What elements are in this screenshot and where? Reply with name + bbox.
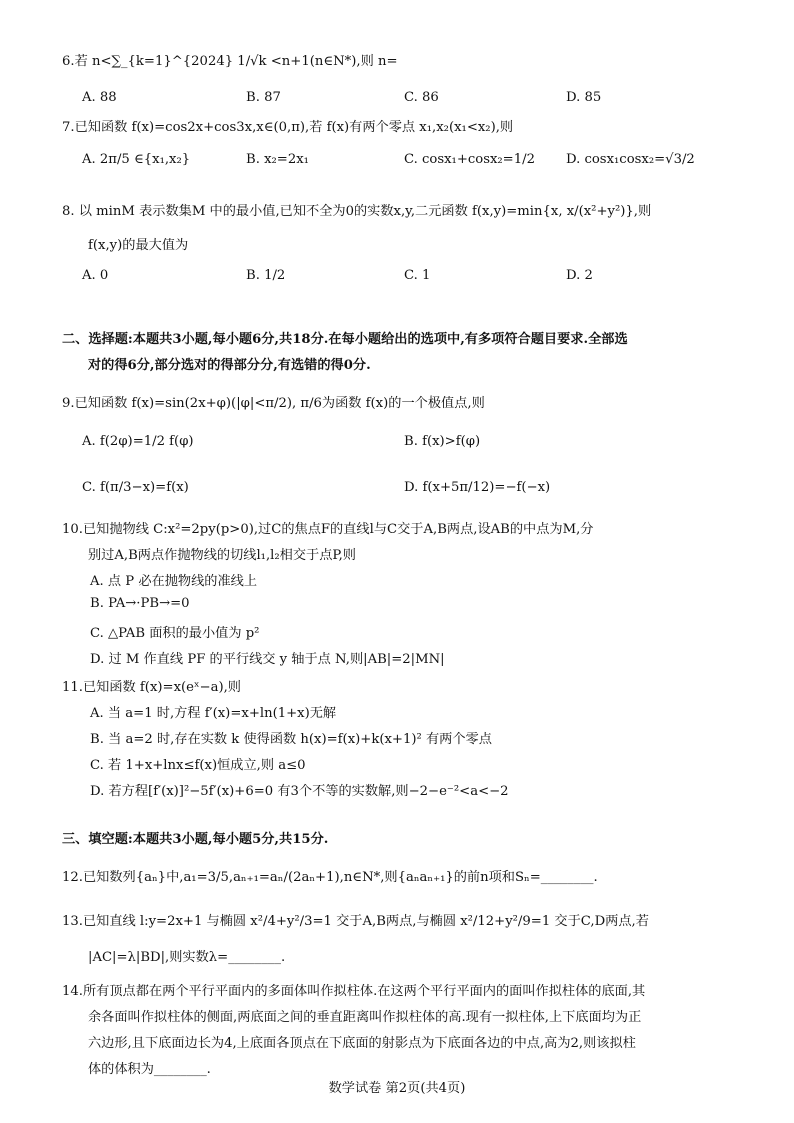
q7-option-a: A. 2π/5 ∈{x₁,x₂} — [82, 152, 191, 167]
q9-option-b: B. f(x)>f(φ) — [404, 434, 481, 449]
q13-stem-line2: |AC|=λ|BD|,则实数λ=________. — [88, 950, 286, 965]
q10-option-a: A. 点 P 必在抛物线的准线上 — [90, 574, 258, 589]
section3-heading: 三、填空题:本题共3小题,每小题5分,共15分. — [62, 832, 329, 847]
q6-option-c: C. 86 — [404, 90, 439, 105]
q11-option-b: B. 当 a=2 时,存在实数 k 使得函数 h(x)=f(x)+k(x+1)² 有两个零点 — [90, 732, 492, 747]
q14-line2: 余各面叫作拟柱体的侧面,两底面之间的垂直距离叫作拟柱体的高.现有一拟柱体,上下底面均为正 — [88, 1010, 642, 1025]
q10-stem-line2: 别过A,B两点作抛物线的切线l₁,l₂相交于点P,则 — [88, 548, 356, 563]
q13-stem-line1: 13.已知直线 l:y=2x+1 与椭圆 x²/4+y²/3=1 交于A,B两点,与椭圆 x²/12+y²/9=1 交于C,D两点,若 — [62, 914, 649, 929]
q7-option-d: D. cosx₁cosx₂=√3/2 — [566, 152, 695, 167]
q7-stem: 7.已知函数 f(x)=cos2x+cos3x,x∈(0,π),若 f(x)有两个零点 x₁,x₂(x₁<x₂),则 — [62, 120, 514, 135]
q6-option-a: A. 88 — [82, 90, 117, 105]
q8-option-b: B. 1/2 — [246, 268, 286, 283]
q10-stem-line1: 10.已知抛物线 C:x²=2py(p>0),过C的焦点F的直线l与C交于A,B两点,设AB的中点为M,分 — [62, 522, 594, 537]
q9-option-d: D. f(x+5π/12)=−f(−x) — [404, 480, 551, 495]
q8-stem-line1: 8. 以 minM 表示数集M 中的最小值,已知不全为0的实数x,y,二元函数 f(x,y)=min{x, x/(x²+y²)},则 — [62, 204, 652, 219]
page-footer: 数学试卷 第2页(共4页) — [328, 1081, 466, 1096]
q7-option-b: B. x₂=2x₁ — [246, 152, 309, 167]
q12-stem: 12.已知数列{aₙ}中,a₁=3/5,aₙ₊₁=aₙ/(2aₙ+1),n∈N*,则{aₙaₙ₊₁}的前n项和Sₙ=________. — [62, 870, 598, 885]
section2-heading-line2: 对的得6分,部分选对的得部分分,有选错的得0分. — [88, 358, 371, 373]
q11-option-c: C. 若 1+x+lnx≤f(x)恒成立,则 a≤0 — [90, 758, 306, 773]
q6-option-d: D. 85 — [566, 90, 602, 105]
q10-option-d: D. 过 M 作直线 PF 的平行线交 y 轴于点 N,则|AB|=2|MN| — [90, 652, 445, 667]
q14-line3: 六边形,且下底面边长为4,上底面各顶点在下底面的射影点为下底面各边的中点,高为2,则该拟柱 — [88, 1036, 636, 1051]
q8-option-c: C. 1 — [404, 268, 431, 283]
q14-line1: 14.所有顶点都在两个平行平面内的多面体叫作拟柱体.在这两个平行平面内的面叫作拟柱体的底面,其 — [62, 984, 646, 999]
q8-option-d: D. 2 — [566, 268, 593, 283]
q6-option-b: B. 87 — [246, 90, 281, 105]
q6-stem: 6.若 n<∑_{k=1}^{2024} 1/√k <n+1(n∈N*),则 n= — [62, 54, 398, 69]
q11-option-d: D. 若方程[f′(x)]²−5f′(x)+6=0 有3个不等的实数解,则−2−e⁻²<a<−2 — [90, 784, 509, 799]
q9-option-c: C. f(π/3−x)=f(x) — [82, 480, 189, 495]
q11-option-a: A. 当 a=1 时,方程 f′(x)=x+ln(1+x)无解 — [90, 706, 337, 721]
q7-option-c: C. cosx₁+cosx₂=1/2 — [404, 152, 535, 167]
q10-option-b: B. PA→·PB→=0 — [90, 596, 190, 611]
q14-line4: 体的体积为________. — [88, 1062, 211, 1077]
section2-heading-line1: 二、选择题:本题共3小题,每小题6分,共18分.在每小题给出的选项中,有多项符合题目要求.全部选 — [62, 332, 628, 347]
q10-option-c: C. △PAB 面积的最小值为 p² — [90, 626, 260, 641]
q9-stem: 9.已知函数 f(x)=sin(2x+φ)(|φ|<π/2), π/6为函数 f(x)的一个极值点,则 — [62, 396, 485, 411]
q9-option-a: A. f(2φ)=1/2 f(φ) — [82, 434, 194, 449]
q8-stem-line2: f(x,y)的最大值为 — [88, 238, 189, 253]
q8-option-a: A. 0 — [82, 268, 109, 283]
q11-stem: 11.已知函数 f(x)=x(eˣ−a),则 — [62, 680, 241, 695]
